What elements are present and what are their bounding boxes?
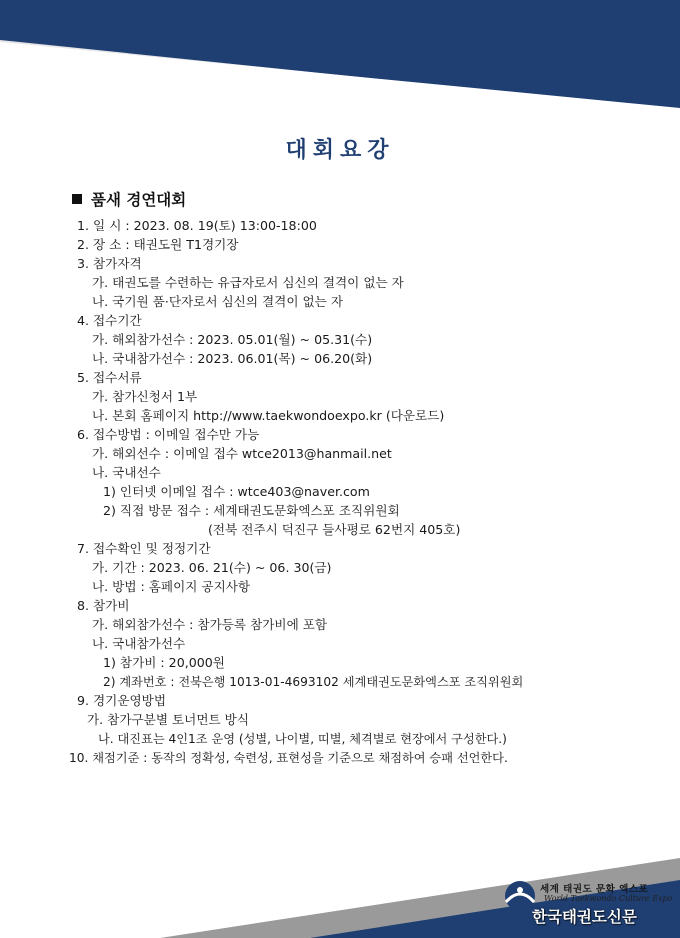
rules-line: 10. 채점기준 : 동작의 정확성, 숙련성, 표현성을 기준으로 채점하여 승패 선언한다.	[69, 751, 508, 765]
rules-line: 가. 해외선수 : 이메일 접수 wtce2013@hanmail.net	[92, 446, 392, 461]
rules-line: 2) 계좌번호 : 전북은행 1013-01-4693102 세계태권도문화엑스포 조직위원회	[103, 675, 524, 689]
rules-line: 2) 직접 방문 접수 : 세계태권도문화엑스포 조직위원회	[103, 503, 400, 518]
rules-line: 8. 참가비	[77, 598, 130, 613]
top-banner	[0, 0, 680, 110]
rules-line: 나. 대진표는 4인1조 운영 (성별, 나이별, 띠별, 체격별로 현장에서 구성한다.)	[98, 732, 507, 746]
rules-line: 5. 접수서류	[77, 370, 142, 385]
rules-line: 나. 국내선수	[92, 465, 161, 480]
rules-line: 3. 참가자격	[77, 256, 142, 271]
rules-line: (전북 전주시 덕진구 들사평로 62번지 405호)	[208, 522, 461, 537]
rules-line: 가. 참가신청서 1부	[92, 389, 198, 404]
rules-line: 1) 참가비 : 20,000원	[103, 655, 225, 670]
section-heading-text: 품새 경연대회	[91, 191, 187, 209]
rules-line: 가. 해외참가선수 : 2023. 05.01(월) ~ 05.31(수)	[92, 332, 373, 347]
newspaper-watermark: 한국태권도신문	[532, 908, 637, 926]
rules-line: 나. 국기원 품·단자로서 심신의 결격이 없는 자	[92, 294, 344, 309]
logo-english-text: World Taekwondo Culture Expo	[544, 894, 673, 903]
rules-line: 가. 참가구분별 토너먼트 방식	[87, 712, 249, 727]
rules-line: 가. 기간 : 2023. 06. 21(수) ~ 06. 30(금)	[92, 560, 332, 575]
rules-line: 1. 일 시 : 2023. 08. 19(토) 13:00-18:00	[77, 218, 317, 233]
rules-line: 7. 접수확인 및 정정기간	[77, 541, 211, 556]
rules-line: 가. 해외참가선수 : 참가등록 참가비에 포함	[92, 617, 328, 632]
rules-line: 나. 방법 : 홈페이지 공지사항	[92, 579, 251, 594]
rules-line: 6. 접수방법 : 이메일 접수만 가능	[77, 427, 260, 442]
rules-line: 가. 태권도를 수련하는 유급자로서 심신의 결격이 없는 자	[92, 275, 404, 290]
rules-line: 나. 국내참가선수	[92, 636, 186, 651]
rules-line: 2. 장 소 : 태권도원 T1경기장	[77, 237, 239, 252]
page-title: 대회요강	[285, 137, 395, 163]
rules-line: 1) 인터넷 이메일 접수 : wtce403@naver.com	[103, 484, 370, 499]
rules-line: 4. 접수기간	[77, 313, 142, 328]
black-square-icon	[72, 194, 82, 204]
section-heading	[72, 188, 186, 210]
rules-line: 9. 경기운영방법	[77, 693, 167, 708]
logo-korean-text: 세계 태권도 문화 엑스포	[540, 884, 649, 895]
rules-line: 나. 본회 홈페이지 http://www.taekwondoexpo.kr (다운로드)	[92, 408, 445, 423]
rules-line: 나. 국내참가선수 : 2023. 06.01(목) ~ 06.20(화)	[92, 351, 373, 366]
